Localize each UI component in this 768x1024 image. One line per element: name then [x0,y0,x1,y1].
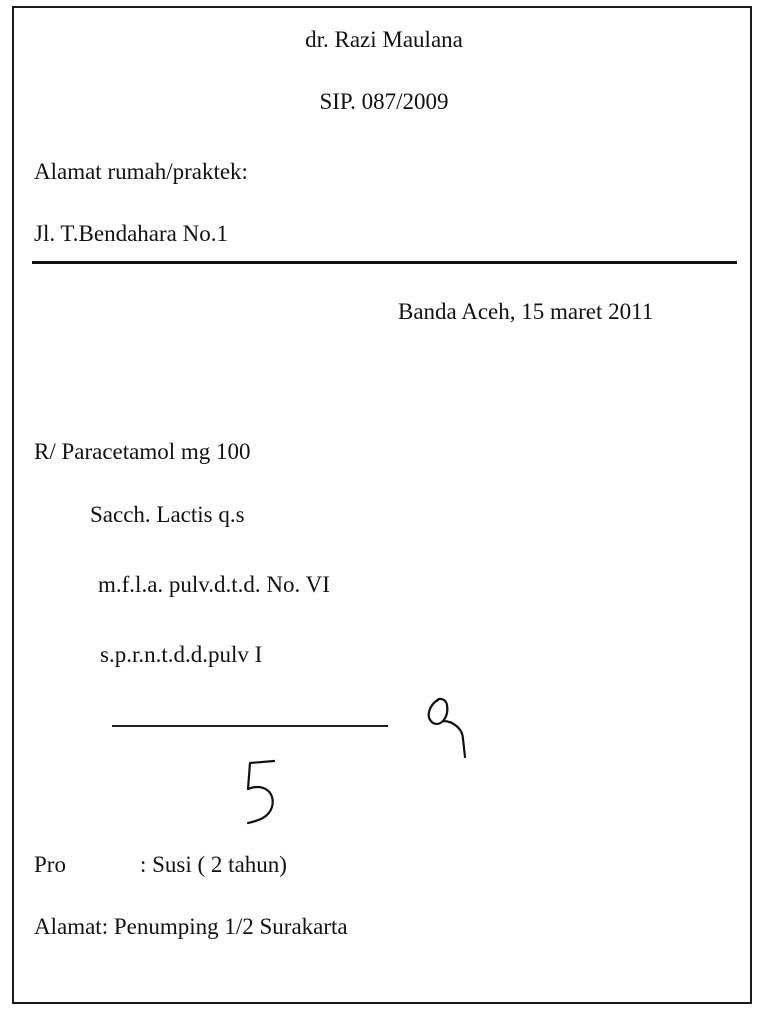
handwritten-paraf-mark [419,691,479,761]
rx-line-2: Sacch. Lactis q.s [90,502,245,527]
prescription-sheet [12,6,752,1004]
patient-address: Alamat: Penumping 1/2 Surakarta [34,914,348,939]
place-date: Banda Aceh, 15 maret 2011 [398,299,654,324]
rx-line-1: R/ Paracetamol mg 100 [34,439,251,464]
rx-line-3: m.f.l.a. pulv.d.t.d. No. VI [98,572,330,597]
sip-number: SIP. 087/2009 [319,89,449,114]
pro-label: Pro [34,852,66,877]
handwritten-s-mark [238,753,286,833]
address-label: Alamat rumah/praktek: [34,159,248,184]
signature-line [112,725,388,727]
header-divider [32,261,737,264]
patient-name: : Susi ( 2 tahun) [140,852,287,877]
rx-line-4: s.p.r.n.t.d.d.pulv I [100,642,263,667]
doctor-name: dr. Razi Maulana [305,27,463,52]
practice-address: Jl. T.Bendahara No.1 [34,221,228,246]
